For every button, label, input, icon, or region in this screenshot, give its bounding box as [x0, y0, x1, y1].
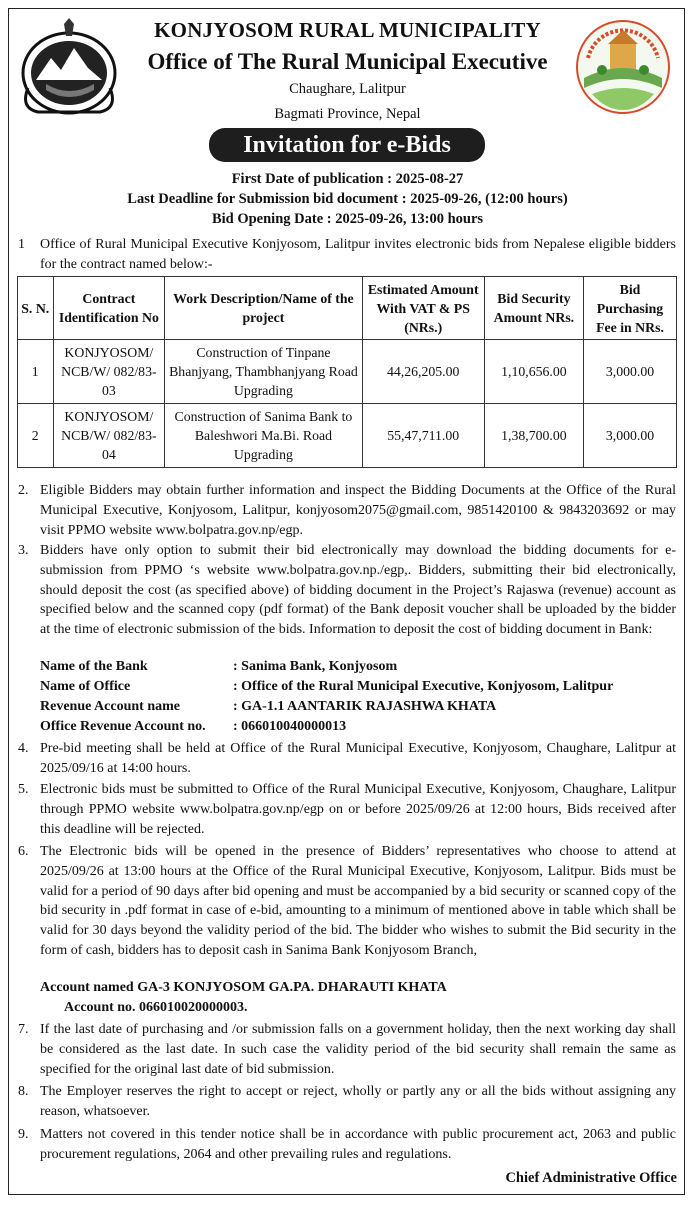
revenue-account-name-label: Revenue Account name: [40, 699, 180, 714]
office-name: Office of The Rural Municipal Executive: [147, 49, 548, 74]
cell-purchasing-fee: 3,000.00: [584, 404, 677, 468]
contract-table: [17, 276, 677, 468]
office-name-label: Name of Office: [40, 679, 131, 694]
item-8-text: The Employer reserves the right to accept or reject, wholly or partly any or all the bids without assigning any reason, whatsoever.: [40, 1084, 676, 1119]
cell-contract-id: KONJYOSOM/ NCB/W/ 082/83-03: [53, 340, 165, 404]
item-number: 4.: [18, 741, 29, 756]
cell-bid-security: 1,38,700.00: [484, 404, 583, 468]
office-name-value: : Office of the Rural Municipal Executive, Konjyosom, Lalitpur: [233, 679, 614, 694]
table-row: [18, 340, 677, 404]
item-number: 3.: [18, 543, 29, 558]
item-6-text: The Electronic bids will be opened in the presence of Bidders’ representatives who choose to attend at 2025/09/26 at 13:00 hours at the Office of the Rural Municipal Executive, Konjyosom, Lalitpur. Bids must be valid for a period of 90 days after bid opening and must be accompanied by a bid security or scanned copy of the bid security in .pdf format in case of e-bid, amounting to a minimum of mentioned above in table which shall be valid for 30 days beyond the validity period of the bid. The bidder who wishes to submit the Bid security in the form of cash, bidders has to deposit cash in Sanima Bank Konjyosom Branch,: [40, 844, 676, 958]
publication-date: First Date of publication : 2025-08-27: [231, 171, 464, 187]
col-header-purchasing-fee: Bid Purchasing Fee in NRs.: [584, 277, 677, 340]
notice-title-banner: Invitation for e-Bids: [209, 128, 485, 162]
revenue-account-no-value: : 066010040000013: [233, 719, 347, 734]
item-5-text: Electronic bids must be submitted to Office of the Rural Municipal Executive, Konjyosom, Chaughare, Lalitpur through PPMO website www.bolpatra.gov.np/egp on or before 2025/09/26 at 12:00 hours, Bids received after this deadline will be rejected.: [40, 782, 676, 837]
item-number: 2.: [18, 483, 29, 498]
bid-opening-date: Bid Opening Date : 2025-09-26, 13:00 hours: [211, 211, 484, 227]
col-header-bid-security: Bid Security Amount NRs.: [484, 277, 583, 340]
revenue-account-no-row: [40, 717, 346, 737]
office-name-row: [40, 677, 613, 697]
cell-purchasing-fee: 3,000.00: [584, 340, 677, 404]
cell-work-description: Construction of Sanima Bank to Baleshwori Ma.Bi. Road Upgrading: [165, 404, 362, 468]
submission-deadline: Last Deadline for Submission bid document : 2025-09-26, (12:00 hours): [127, 191, 568, 207]
item-1-text: Office of Rural Municipal Executive Konjyosom, Lalitpur invites electronic bids from Nepalese eligible bidders for the contract named below:-: [40, 237, 676, 272]
item-number: 5.: [18, 782, 29, 797]
cell-sn: 1: [18, 340, 54, 404]
item-9-text: Matters not covered in this tender notice shall be in accordance with public procurement act, 2063 and public procurement regulations, 2064 and other prevailing rules and regulations.: [40, 1127, 676, 1162]
province: Bagmati Province, Nepal: [274, 106, 421, 122]
table-header-row: [18, 277, 677, 340]
bank-name-value: : Sanima Bank, Konjyosom: [233, 659, 398, 674]
item-3-text: Bidders have only option to submit their bid electronically may download the bidding documents for e-submission from PPMO ‘s website www.bolpatra.gov.np./egp,. Bidders, submitting their bid electronically, should deposit the cost (as specified above) of bidding document in the Project’s Rajaswa (revenue) account as specified below and the scanned copy (pdf format) of the Bank deposit voucher shall be uploaded by the bidder at the time of electronic submission of the bids. Information to deposit the cost of bidding document in Bank:: [40, 543, 676, 638]
office-location: Chaughare, Lalitpur: [289, 81, 406, 97]
item-7-text: If the last date of purchasing and /or submission falls on a government holiday, then the next working day shall be considered as the last date. In such case the validity period of the bid security shall remain the same as specified for the original last date of bid submission.: [40, 1022, 676, 1077]
cell-contract-id: KONJYOSOM/ NCB/W/ 082/83-04: [53, 404, 165, 468]
cell-estimated-amount: 44,26,205.00: [362, 340, 484, 404]
cell-sn: 2: [18, 404, 54, 468]
item-4-text: Pre-bid meeting shall be held at Office of the Rural Municipal Executive, Konjyosom, Chaughare, Lalitpur at 2025/09/16 at 14:00 hours.: [40, 741, 676, 776]
bank-name-row: [40, 657, 397, 677]
item-2-text: Eligible Bidders may obtain further information and inspect the Bidding Documents at the Office of the Rural Municipal Executive, Konjyosom, Lalitpur, konjyosom2075@gmail.com, 9851420100 & 9843203692 or may visit PPMO website www.bolpatra.gov.np/egp.: [40, 483, 676, 538]
revenue-account-name-value: : GA-1.1 AANTARIK RAJASHWA KHATA: [233, 699, 497, 714]
bank-name-label: Name of the Bank: [40, 659, 148, 674]
col-header-contract-id: Contract Identification No: [53, 277, 165, 340]
item-number: 8.: [18, 1084, 29, 1099]
cell-estimated-amount: 55,47,711.00: [362, 404, 484, 468]
signature-chief-administrative-office: Chief Administrative Office: [505, 1170, 677, 1186]
deposit-account-name: Account named GA-3 KONJYOSOM GA.PA. DHARAUTI KHATA: [40, 980, 447, 995]
table-row: [18, 404, 677, 468]
col-header-sn: S. N.: [18, 277, 54, 340]
col-header-estimated-amount: Estimated Amount With VAT & PS (NRs.): [362, 277, 484, 340]
col-header-work-description: Work Description/Name of the project: [165, 277, 362, 340]
item-number: 1: [18, 237, 25, 252]
cell-bid-security: 1,10,656.00: [484, 340, 583, 404]
item-number: 7.: [18, 1022, 29, 1037]
item-number: 6.: [18, 844, 29, 859]
cell-work-description: Construction of Tinpane Bhanjyang, Thambhanjyang Road Upgrading: [165, 340, 362, 404]
deposit-account-number: Account no. 066010020000003.: [64, 1000, 248, 1015]
item-number: 9.: [18, 1127, 29, 1142]
municipality-name: KONJYOSOM RURAL MUNICIPALITY: [154, 18, 541, 42]
revenue-account-no-label: Office Revenue Account no.: [40, 719, 206, 734]
revenue-account-name-row: [40, 697, 496, 717]
